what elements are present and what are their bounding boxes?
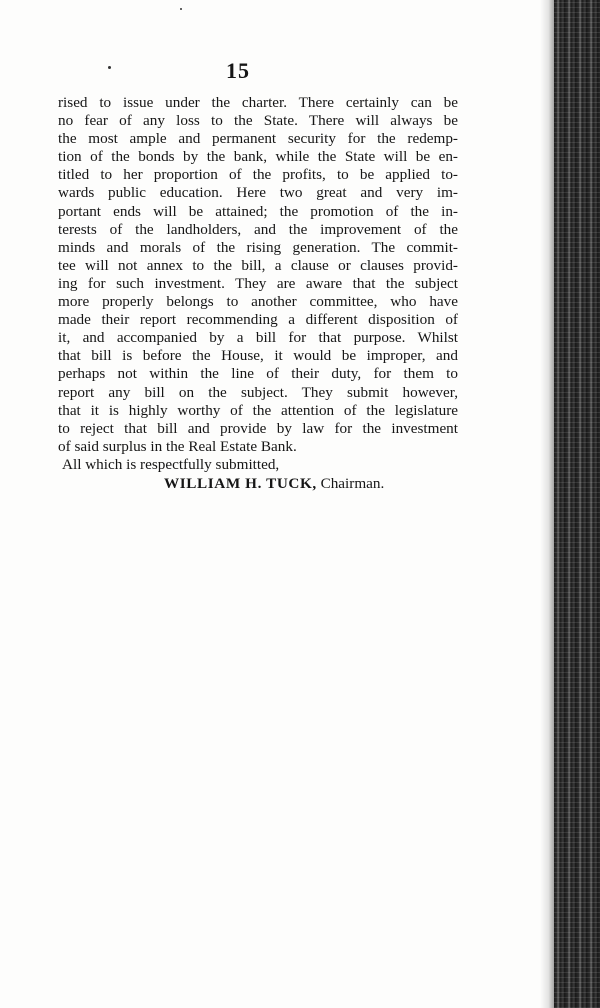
text-line: no fear of any loss to the State. There will always be	[58, 112, 458, 130]
signatory-title: Chairman.	[320, 474, 385, 492]
signatory-name: WILLIAM H. TUCK,	[164, 474, 317, 492]
text-line: made their report recommending a different disposition of	[58, 311, 458, 329]
text-line: tion of the bonds by the bank, while the State will be en-	[58, 148, 458, 166]
closing-line: All which is respectfully submitted,	[62, 455, 280, 473]
text-line: tee will not annex to the bill, a clause or clauses provid-	[58, 256, 458, 274]
text-line: to reject that bill and provide by law for the investment	[58, 419, 458, 437]
scanned-binding-edge	[554, 0, 600, 1008]
page-number: 15	[226, 58, 250, 83]
text-line: wards public education. Here two great and very im-	[58, 184, 458, 202]
text-line: of said surplus in the Real Estate Bank.	[58, 437, 297, 455]
body-text	[58, 94, 458, 493]
text-line: titled to her proportion of the profits, to be applied to-	[58, 166, 458, 184]
binding-shadow	[540, 0, 554, 1008]
text-line: report any bill on the subject. They submit however,	[58, 383, 458, 401]
text-line: rised to issue under the charter. There certainly can be	[58, 94, 458, 111]
text-line: the most ample and permanent security for the redemp-	[58, 130, 458, 148]
text-line: terests of the landholders, and the improvement of the	[58, 220, 458, 238]
text-line: that bill is before the House, it would be improper, and	[58, 347, 458, 365]
text-line: ing for such investment. They are aware that the subject	[58, 274, 458, 292]
text-line: more properly belongs to another committee, who have	[58, 293, 458, 311]
text-line: minds and morals of the rising generation. The commit-	[58, 238, 458, 256]
text-line: it, and accompanied by a bill for that purpose. Whilst	[58, 329, 458, 347]
ink-speck	[180, 8, 182, 10]
text-line: perhaps not within the line of their duty, for them to	[58, 365, 458, 383]
text-line: portant ends will be attained; the promotion of the in-	[58, 202, 458, 220]
ink-speck	[108, 66, 111, 69]
signature-block	[58, 474, 458, 493]
text-line: that it is highly worthy of the attention of the legislature	[58, 401, 458, 419]
